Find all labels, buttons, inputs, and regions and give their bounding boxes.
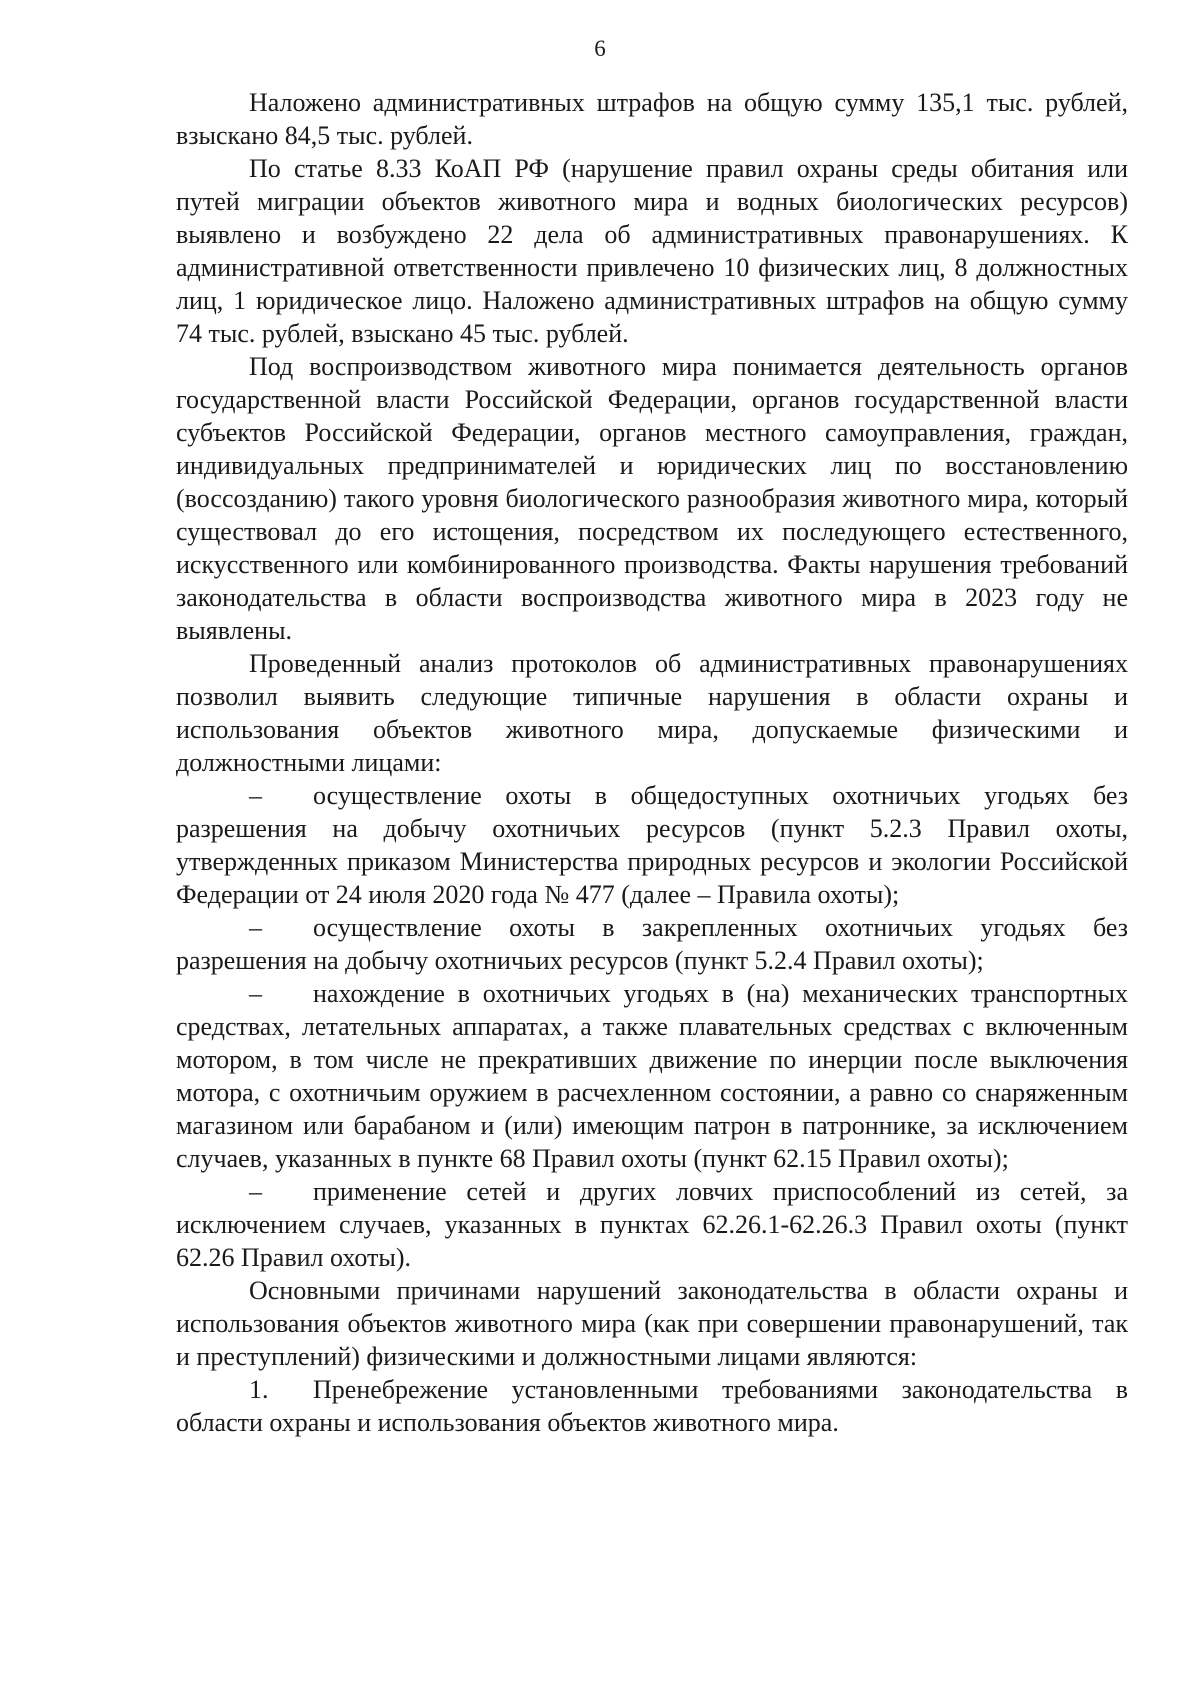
list-item-text: осуществление охоты в общедоступных охотничьих угодьях без разрешения на добычу охотничьих ресурсов (пункт 5.2.3 Правил охоты, утвержденных приказом Министерства природных ресурсов и экологии Российской Федерации от 24 июля 2020 года № 477 (далее – Правила охоты); [176,781,1128,909]
list-item [176,911,1128,977]
document-body [176,86,1128,1439]
number-marker: 1. [249,1375,269,1404]
list-item [176,779,1128,911]
page-number: 6 [594,36,606,61]
paragraph-causes-intro: Основными причинами нарушений законодательства в области охраны и использования объектов животного мира (как при совершении правонарушений, так и преступлений) физическими и должностными лицами являются: [176,1276,1128,1371]
paragraph-reproduction-definition: Под воспроизводством животного мира понимается деятельность органов государственной власти Российской Федерации, органов государственной власти субъектов Российской Федерации, органов местного самоуправления, граждан, индивидуальных предпринимателей и юридических лиц по восстановлению (воссозданию) такого уровня биологического разнообразия животного мира, который существовал до его истощения, посредством их последующего естественного, искусственного или комбинированного производства. Факты нарушения требований законодательства в области воспроизводства животного мира в 2023 году не выявлены. [176,352,1128,645]
numbered-item-text: Пренебрежение установленными требованиями законодательства в области охраны и использования объектов животного мира. [176,1375,1128,1437]
list-item [176,977,1128,1175]
list-item-text: нахождение в охотничьих угодьях в (на) механических транспортных средствах, летательных аппаратах, а также плавательных средствах с включенным мотором, в том числе не прекративших движение по инерции после выключения мотора, с охотничьим оружием в расчехленном состоянии, а равно со снаряженным магазином или барабаном и (или) имеющим патрон в патроннике, за исключением случаев, указанных в пункте 68 Правил охоты (пункт 62.15 Правил охоты); [176,979,1128,1173]
paragraph-article-8-33: По статье 8.33 КоАП РФ (нарушение правил охраны среды обитания или путей миграции объектов животного мира и водных биологических ресурсов) выявлено и возбуждено 22 дела об административных правонарушениях. К административной ответственности привлечено 10 физических лиц, 8 должностных лиц, 1 юридическое лицо. Наложено административных штрафов на общую сумму 74 тыс. рублей, взыскано 45 тыс. рублей. [176,154,1128,348]
bullet-marker: – [249,979,262,1008]
paragraph-analysis-intro: Проведенный анализ протоколов об административных правонарушениях позволил выявить следующие типичные нарушения в области охраны и использования объектов животного мира, допускаемые физическими и должностными лицами: [176,649,1128,777]
bullet-marker: – [249,913,262,942]
bullet-marker: – [249,781,262,810]
bullet-marker: – [249,1177,262,1206]
list-item-text: осуществление охоты в закрепленных охотничьих угодьях без разрешения на добычу охотничьих ресурсов (пункт 5.2.4 Правил охоты); [176,913,1128,975]
list-item-text: применение сетей и других ловчих приспособлений из сетей, за исключением случаев, указанных в пунктах 62.26.1-62.26.3 Правил охоты (пункт 62.26 Правил охоты). [176,1177,1128,1272]
paragraph-fines-total: Наложено административных штрафов на общую сумму 135,1 тыс. рублей, взыскано 84,5 тыс. рублей. [176,88,1128,150]
numbered-item [176,1373,1128,1439]
list-item [176,1175,1128,1274]
